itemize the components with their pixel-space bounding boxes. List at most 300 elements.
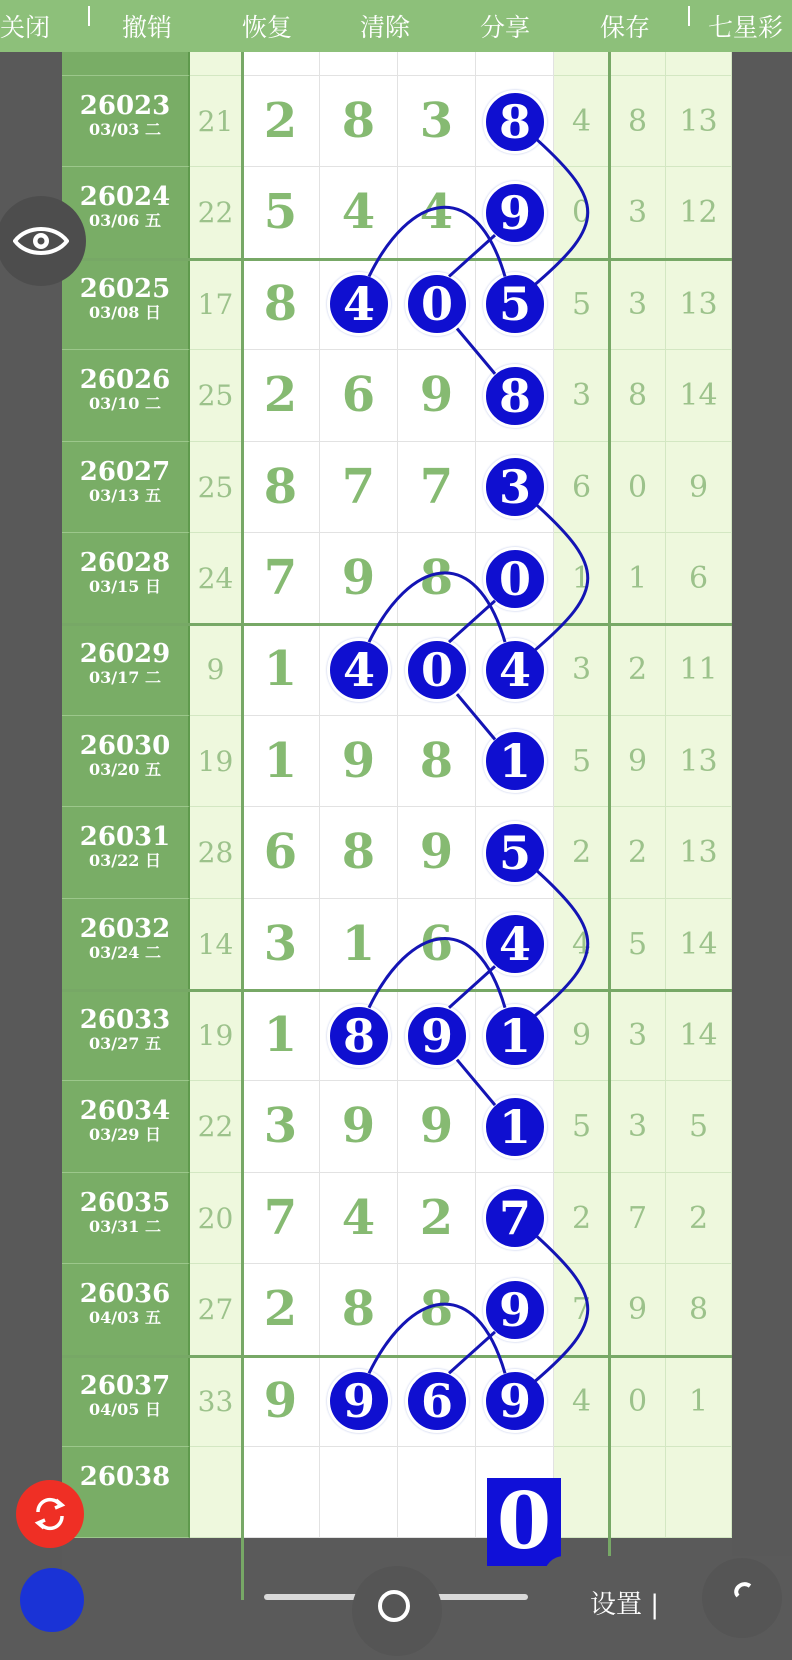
sum-value: 20 [197,1201,234,1235]
digit-cell[interactable] [476,350,554,441]
digit-value: 8 [263,458,298,515]
tail-cell [610,1447,666,1538]
digit-cell[interactable] [320,1447,398,1538]
digit-cell[interactable] [398,1173,476,1264]
digit-cell[interactable] [398,350,476,441]
digit-cell[interactable] [320,1264,398,1355]
tail-cell [610,899,666,990]
digit-value: 1 [263,641,298,698]
digit-ball[interactable]: 9 [483,181,547,245]
tail-cell [666,1264,732,1355]
digit-cell[interactable] [398,807,476,898]
tail-value: 9 [627,1292,648,1328]
digit-value: 7 [263,550,298,606]
digit-value: 6 [341,367,376,424]
digit-cell[interactable] [476,167,554,258]
tail-cell [666,533,732,624]
digit-value: 1 [341,915,376,972]
digit-cell[interactable] [242,533,320,624]
digit-cell[interactable] [476,1264,554,1355]
digit-cell[interactable] [242,76,320,167]
digit-cell[interactable] [476,990,554,1081]
tail-value: 1 [688,1383,709,1419]
digit-cell[interactable] [398,1264,476,1355]
issue-number: 26026 [79,365,171,396]
redo-button[interactable]: 恢复 [242,13,293,42]
close-button[interactable]: 关闭 [0,13,51,42]
digit-ball[interactable]: 8 [483,90,547,154]
digit-cell[interactable] [320,1356,398,1447]
tail-cell [666,990,732,1081]
digit-cell[interactable] [476,807,554,898]
tail-cell [610,1173,666,1264]
tail-value: 13 [679,743,718,779]
search-button[interactable] [352,1566,442,1656]
tail-cell [610,533,666,624]
digit-value: 9 [419,824,454,881]
digit-cell[interactable] [320,442,398,533]
digit-ball[interactable]: 7 [483,1186,547,1250]
tail-cell [554,624,610,715]
tail-value: 3 [627,1018,648,1053]
issue-cell [62,1173,190,1264]
settings-label[interactable]: 设置 | [590,1590,660,1620]
sum-value: 24 [197,562,234,595]
tail-cell [666,167,732,258]
tail-value: 4 [571,926,592,962]
sum-cell [190,807,242,898]
sum-value: 19 [197,1019,234,1052]
sum-cell [190,1447,242,1538]
link-button[interactable] [702,1558,782,1638]
tail-cell [666,1173,732,1264]
digit-cell[interactable] [242,442,320,533]
sum-cell [190,76,242,167]
digit-cell[interactable] [320,1173,398,1264]
tail-value: 4 [571,104,592,139]
game-select-button[interactable]: 七星彩 [708,13,784,42]
sum-value: 27 [197,1293,234,1327]
digit-ball[interactable]: 9 [483,1369,547,1433]
tail-value: 13 [679,835,718,871]
sum-value: 22 [197,196,234,230]
digit-cell[interactable] [242,1447,320,1538]
sum-cell [190,167,242,258]
issue-number: 26023 [79,91,171,121]
partial-row-cell [666,52,732,76]
issue-date: 03/27 五 [89,1034,161,1053]
digit-cell[interactable] [242,716,320,807]
issue-cell [62,533,190,624]
save-button[interactable]: 保存 [600,13,651,42]
sum-cell [190,350,242,441]
tail-cell [666,442,732,533]
digit-cell[interactable] [242,1356,320,1447]
send-button[interactable] [20,1568,84,1632]
sum-value: 17 [197,287,234,321]
tail-cell [666,716,732,807]
tail-cell [610,1264,666,1355]
section-divider [62,623,732,626]
visibility-toggle-button[interactable] [0,196,86,286]
tail-cell [610,442,666,533]
partial-row-cell [476,52,554,76]
tail-cell [666,76,732,167]
digit-cell[interactable] [476,716,554,807]
digit-cell[interactable] [398,533,476,624]
digit-value: 6 [263,824,298,881]
issue-cell [62,1356,190,1447]
digit-cell[interactable] [398,1447,476,1538]
digit-value: 9 [419,367,454,424]
digit-ball[interactable]: 6 [405,1369,469,1433]
tail-value: 1 [571,561,592,596]
tail-value: 3 [627,286,648,322]
digit-cell[interactable] [476,1173,554,1264]
issue-date: 03/13 五 [89,485,161,505]
sum-cell [190,259,242,350]
digit-cell[interactable] [320,807,398,898]
digit-cell[interactable] [476,533,554,624]
tail-value: 9 [688,469,709,505]
digit-value: 6 [419,915,454,972]
digit-cell[interactable] [242,624,320,715]
issue-date: 04/05 日 [89,1399,161,1419]
issue-number: 26036 [79,1279,171,1310]
tail-cell [554,716,610,807]
digit-ball[interactable]: 0 [405,272,469,336]
tail-value: 3 [627,1109,648,1145]
digit-value: 8 [341,1281,376,1338]
tail-value: 9 [627,743,648,779]
digit-ball[interactable]: 4 [483,912,547,976]
issue-number: 26037 [79,1370,171,1401]
issue-cell [62,807,190,898]
digit-cell[interactable] [320,167,398,258]
issue-cell [62,259,190,350]
toolbar-divider [88,6,90,26]
digit-ball[interactable]: 4 [327,272,391,336]
sum-cell [190,990,242,1081]
tail-value: 11 [679,652,718,688]
digit-cell[interactable] [242,990,320,1081]
tail-cell [554,990,610,1081]
digit-cell[interactable] [242,259,320,350]
clear-button[interactable]: 清除 [360,13,411,42]
tail-cell [554,533,610,624]
sum-value: 28 [197,836,234,870]
tail-value: 0 [627,1383,648,1419]
digit-cell[interactable] [398,76,476,167]
issue-cell [62,350,190,441]
digit-value: 4 [341,1189,376,1246]
partial-row-cell [62,52,190,76]
sum-cell [190,1173,242,1264]
digit-cell[interactable] [398,167,476,258]
digit-value: 3 [263,1098,298,1155]
issue-cell [62,76,190,167]
eye-icon [13,223,69,259]
issue-number: 26034 [79,1096,171,1127]
digit-cell[interactable] [320,899,398,990]
digit-value: 8 [263,275,298,332]
issue-date: 03/31 二 [89,1216,161,1236]
digit-cell[interactable] [476,259,554,350]
sum-cell [190,1081,242,1172]
digit-cell[interactable] [320,716,398,807]
trend-chart-grid [62,52,732,1600]
digit-cell[interactable] [398,259,476,350]
issue-date: 03/24 二 [89,942,161,962]
digit-ball[interactable]: 3 [483,455,547,519]
tail-value: 0 [571,195,592,231]
sum-cell [190,624,242,715]
tail-value: 3 [627,195,648,231]
issue-number: 26035 [79,1187,171,1218]
digit-cell[interactable] [476,1081,554,1172]
tail-cell [554,807,610,898]
digit-value: 9 [419,1098,454,1155]
digit-cell[interactable] [242,167,320,258]
tail-cell [666,1447,732,1538]
issue-cell [62,1081,190,1172]
tail-cell [610,1081,666,1172]
tail-cell [610,990,666,1081]
issue-cell [62,442,190,533]
tail-value: 5 [571,743,592,779]
tail-cell [666,350,732,441]
digit-ball[interactable]: 1 [483,1095,547,1159]
issue-cell [62,899,190,990]
digit-cell[interactable] [476,624,554,715]
tail-cell [666,1356,732,1447]
digit-ball[interactable]: 9 [483,1278,547,1342]
digit-value: 9 [341,732,376,789]
issue-number: 26030 [79,730,171,761]
digit-ball[interactable]: 4 [483,638,547,702]
digit-value: 8 [341,824,376,881]
digit-ball[interactable]: 8 [327,1004,391,1068]
issue-number: 26024 [79,182,171,213]
digit-value: 1 [263,732,298,789]
digit-value: 2 [263,93,298,149]
digit-cell[interactable] [476,899,554,990]
digit-cell[interactable] [320,259,398,350]
digit-cell[interactable] [398,899,476,990]
tail-cell [610,624,666,715]
digit-cell[interactable] [398,442,476,533]
digit-cell[interactable] [476,76,554,167]
tail-cell [666,259,732,350]
sum-cell [190,1264,242,1355]
issue-date: 04/03 五 [89,1308,161,1328]
partial-row-cell [610,52,666,76]
tail-value: 5 [627,926,648,962]
issue-number: 26031 [79,822,171,853]
section-divider [62,1355,732,1358]
tail-value: 2 [627,652,648,688]
tail-cell [554,76,610,167]
tail-cell [666,1081,732,1172]
tail-value: 0 [627,469,648,505]
tail-value: 5 [571,286,592,322]
digit-value: 2 [419,1189,454,1246]
tail-cell [554,1081,610,1172]
tail-value: 14 [679,926,718,962]
tail-value: 2 [688,1200,709,1236]
issue-date: 03/29 日 [89,1125,161,1145]
digit-value: 3 [263,915,298,972]
tail-value: 13 [679,104,718,139]
issue-number: 26025 [79,273,171,304]
digit-value: 5 [263,184,298,241]
digit-cell[interactable] [242,1173,320,1264]
sum-cell [190,899,242,990]
share-button[interactable]: 分享 [480,13,531,42]
digit-value: 9 [263,1372,298,1429]
digit-value: 8 [341,93,376,149]
tail-value: 8 [688,1292,709,1328]
sum-cell [190,716,242,807]
tail-value: 2 [571,835,592,871]
partial-row-cell [398,52,476,76]
tail-value: 8 [627,378,648,414]
digit-value: 7 [263,1189,298,1246]
digit-value: 1 [263,1007,298,1063]
tail-value: 3 [571,652,592,688]
tail-cell [610,76,666,167]
partial-row-cell [320,52,398,76]
tail-value: 12 [679,195,718,231]
toolbar [0,0,792,52]
sum-value: 9 [206,653,225,687]
tail-value: 7 [571,1292,592,1328]
tail-value: 1 [627,561,648,596]
digit-value: 9 [341,1098,376,1155]
sum-cell [190,1356,242,1447]
tail-value: 6 [688,561,709,596]
digit-value: 8 [419,550,454,606]
digit-ball[interactable]: 8 [483,364,547,428]
section-divider [62,258,732,261]
issue-number: 26029 [79,639,171,670]
digit-ball[interactable]: 0 [405,638,469,702]
tail-value: 8 [627,104,648,139]
partial-row-cell [190,52,242,76]
tail-value: 6 [571,469,592,505]
digit-ball[interactable]: 5 [483,272,547,336]
tail-cell [554,259,610,350]
tail-cell [554,1264,610,1355]
issue-date: 03/17 二 [89,668,161,688]
digit-cell[interactable] [398,716,476,807]
issue-date: 03/10 二 [89,394,161,414]
tail-cell [554,1447,610,1538]
issue-date: 03/22 日 [89,851,161,871]
digit-cell[interactable] [242,899,320,990]
tail-cell [610,807,666,898]
digit-ball[interactable]: 1 [483,1004,547,1068]
digit-value: 2 [263,1281,298,1338]
issue-number: 26038 [79,1462,171,1492]
tail-cell [666,807,732,898]
digit-cell[interactable] [476,442,554,533]
prediction-cell[interactable]: 0 [487,1478,561,1566]
tail-value: 13 [679,286,718,322]
issue-date: 03/08 日 [89,302,161,322]
issue-number: 26027 [79,456,171,487]
digit-ball[interactable]: 5 [483,821,547,885]
column-divider [241,52,244,1600]
issue-number: 26033 [79,1005,171,1035]
issue-cell [62,624,190,715]
digit-cell[interactable] [242,1081,320,1172]
sum-cell [190,533,242,624]
tail-value: 14 [679,378,718,414]
link-icon [702,1558,782,1638]
partial-row-cell [554,52,610,76]
issue-number: 26032 [79,913,171,944]
refresh-icon [30,1494,70,1534]
issue-date: 03/06 五 [89,211,161,231]
issue-date: 03/03 二 [89,120,161,139]
issue-cell [62,716,190,807]
digit-cell[interactable] [242,807,320,898]
digit-cell[interactable] [320,1081,398,1172]
digit-ball[interactable]: 9 [327,1369,391,1433]
digit-cell[interactable] [242,350,320,441]
tail-value: 2 [627,835,648,871]
tail-cell [610,350,666,441]
digit-cell[interactable] [320,624,398,715]
tail-value: 9 [571,1018,592,1053]
right-margin [732,52,792,1600]
digit-ball[interactable]: 1 [483,729,547,793]
search-icon [352,1566,442,1656]
digit-value: 9 [341,550,376,606]
digit-cell[interactable] [398,624,476,715]
tail-cell [554,899,610,990]
tail-value: 4 [571,1383,592,1419]
undo-button[interactable]: 撤销 [122,13,173,42]
tail-cell [554,350,610,441]
tail-cell [554,442,610,533]
tail-value: 5 [571,1109,592,1145]
digit-cell[interactable] [398,1081,476,1172]
digit-value: 8 [419,732,454,789]
digit-value: 8 [419,1281,454,1338]
digit-cell[interactable] [476,1356,554,1447]
digit-cell[interactable] [320,533,398,624]
digit-value: 7 [419,458,454,515]
digit-cell[interactable] [242,1264,320,1355]
digit-cell[interactable] [398,1356,476,1447]
tail-cell [554,1356,610,1447]
refresh-button[interactable] [16,1480,84,1548]
digit-cell[interactable] [320,350,398,441]
digit-ball[interactable]: 4 [327,638,391,702]
sum-value: 22 [197,1110,234,1144]
digit-ball[interactable]: 0 [483,547,547,611]
sum-value: 25 [197,470,234,504]
digit-cell[interactable] [320,76,398,167]
tail-value: 14 [679,1018,718,1053]
digit-value: 3 [419,93,454,149]
digit-cell[interactable] [320,990,398,1081]
digit-value: 7 [341,458,376,515]
digit-ball[interactable]: 9 [405,1004,469,1068]
digit-cell[interactable] [398,990,476,1081]
